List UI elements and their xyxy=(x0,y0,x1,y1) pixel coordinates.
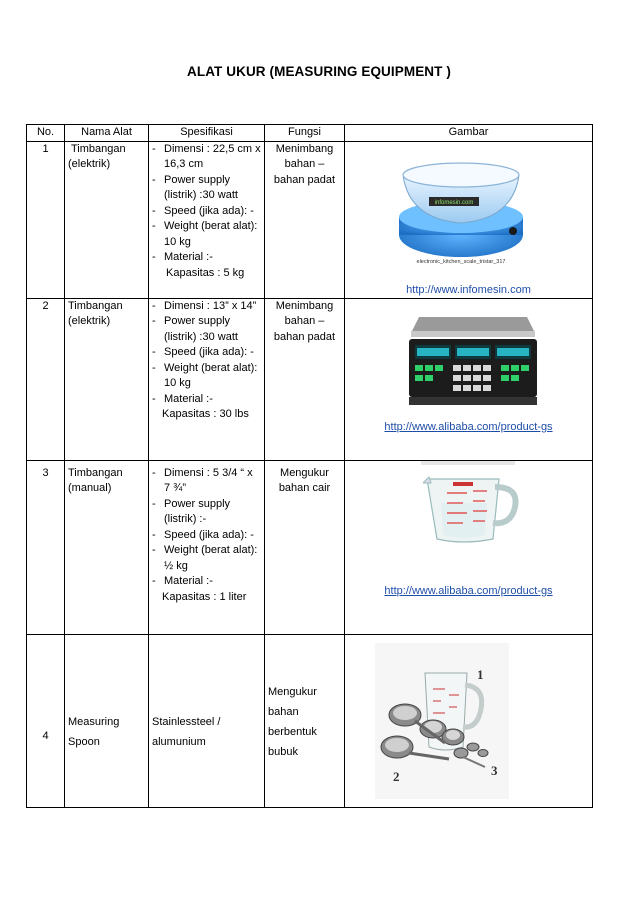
spec-capacity: Kapasitas : 30 lbs xyxy=(162,408,249,420)
spec-item: - Power supply (listrik) :- xyxy=(152,497,261,528)
spec-capacity: Kapasitas : 5 kg xyxy=(166,266,245,279)
spec-capacity: Kapasitas : 1 liter xyxy=(162,590,247,603)
equipment-table xyxy=(26,124,593,808)
page-title: ALAT UKUR (MEASURING EQUIPMENT ) xyxy=(187,64,451,79)
source-link[interactable]: http://www.alibaba.com/product-gs xyxy=(384,584,553,597)
spec-item: - Material :- xyxy=(152,250,261,266)
function xyxy=(265,634,345,807)
spec-item: - Power supply (listrik) :30 watt xyxy=(152,314,261,345)
function-line: Mengukur xyxy=(268,685,317,698)
equipment-name xyxy=(65,298,149,460)
header-no: No. xyxy=(27,125,65,142)
table-header-row xyxy=(27,125,593,142)
table-row xyxy=(27,460,593,634)
row-number: 2 xyxy=(27,298,65,460)
row-number: 3 xyxy=(27,460,65,634)
spec-item: - Weight (berat alat): ½ kg xyxy=(152,543,261,574)
spec-line-1: Stainlessteel / xyxy=(152,715,221,728)
image-cell xyxy=(345,298,593,460)
row-number: 1 xyxy=(27,141,65,298)
spec-item: - Power supply (listrik) :30 watt xyxy=(152,173,261,204)
spec-item: - Material :- xyxy=(152,392,261,408)
image-cell xyxy=(345,141,593,298)
spec-item: - Dimensi : 22,5 cm x 16,3 cm xyxy=(152,142,261,173)
measuring-cup-image xyxy=(423,473,523,545)
header-gambar: Gambar xyxy=(345,125,593,142)
image-logo: infomesin.com xyxy=(434,199,474,206)
equipment-name xyxy=(65,460,149,634)
function-line: bahan xyxy=(268,705,299,718)
function: Mengukur bahan cair xyxy=(265,460,345,634)
spec-item: - Speed (jika ada): - xyxy=(152,345,261,361)
table-row xyxy=(27,298,593,460)
equipment-name-line-2: (manual) xyxy=(68,482,112,494)
function: Menimbang bahan – bahan padat xyxy=(265,298,345,460)
equipment-name-line-1: Timbangan xyxy=(71,142,126,155)
source-link[interactable]: http://www.infomesin.com xyxy=(406,283,531,296)
spec-item: - Dimensi : 13” x 14” xyxy=(152,299,261,315)
equipment-name-line-1: Timbangan xyxy=(68,299,123,312)
function-line: berbentuk xyxy=(268,725,317,738)
image-top-bar xyxy=(421,461,515,465)
header-fungsi: Fungsi xyxy=(265,125,345,142)
equipment-name-line-2: Spoon xyxy=(68,735,100,748)
header-nama-alat: Nama Alat xyxy=(65,125,149,142)
specification xyxy=(149,141,265,298)
image-label-1: 1 xyxy=(477,666,484,682)
digital-scale-image xyxy=(405,313,541,407)
spec-item: - Weight (berat alat): 10 kg xyxy=(152,361,261,392)
equipment-name xyxy=(65,141,149,298)
image-caption: electronic_kitchen_scale_tristar_317 xyxy=(416,258,506,265)
spec-item: - Speed (jika ada): - xyxy=(152,528,261,544)
image-label-2: 2 xyxy=(393,768,400,784)
source-link[interactable]: http://www.alibaba.com/product-gs xyxy=(384,420,553,433)
image-label-3: 3 xyxy=(491,762,498,778)
equipment-name-line-2: (elektrik) xyxy=(68,315,111,327)
table-row xyxy=(27,634,593,807)
specification xyxy=(149,298,265,460)
table-row xyxy=(27,141,593,298)
kitchen-scale-image xyxy=(389,147,539,267)
equipment-name xyxy=(65,634,149,807)
equipment-name-line-2: (elektrik) xyxy=(68,158,111,170)
spec-item: - Weight (berat alat): 10 kg xyxy=(152,219,261,250)
equipment-name-line-1: Measuring xyxy=(68,715,120,728)
header-spesifikasi: Spesifikasi xyxy=(149,125,265,142)
spec-item: - Speed (jika ada): - xyxy=(152,204,261,220)
image-cell xyxy=(345,634,593,807)
equipment-name-line-1: Timbangan xyxy=(68,466,123,479)
function: Menimbang bahan – bahan padat xyxy=(265,141,345,298)
image-cell xyxy=(345,460,593,634)
row-number: 4 xyxy=(27,634,65,807)
spec-line-2: alumunium xyxy=(152,735,206,748)
specification xyxy=(149,634,265,807)
spec-item: - Material :- xyxy=(152,574,261,590)
specification xyxy=(149,460,265,634)
function-line: bubuk xyxy=(268,745,298,758)
spec-item: - Dimensi : 5 3/4 “ x 7 ¾” xyxy=(152,466,261,497)
measuring-spoons-image xyxy=(375,643,509,799)
